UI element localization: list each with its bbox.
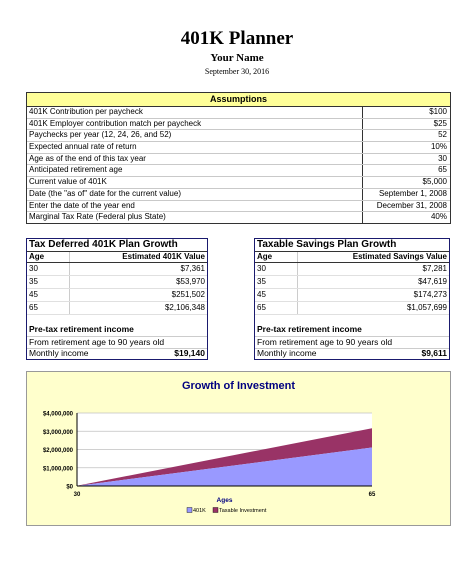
assumption-row — [27, 107, 450, 119]
age-cell: 30 — [257, 263, 298, 275]
y-tick-label: $3,000,000 — [42, 429, 73, 436]
value-column-header: Estimated Savings Value — [352, 252, 447, 261]
age-cell: 35 — [29, 276, 70, 288]
assumption-label: Expected annual rate of return — [27, 142, 363, 153]
assumption-value[interactable]: December 31, 2008 — [376, 200, 447, 210]
table-row — [27, 289, 207, 302]
monthly-income-label: Monthly income — [257, 348, 317, 358]
value-cell: $47,619 — [418, 277, 447, 286]
assumption-label: Marginal Tax Rate (Federal plus State) — [27, 212, 363, 223]
assumption-row — [27, 154, 450, 166]
x-tick-label: 65 — [368, 492, 376, 498]
table-row — [27, 276, 207, 289]
legend-label: Taxable Investment — [219, 508, 267, 514]
table-row — [255, 263, 449, 276]
assumption-label: Date (the "as of" date for the current value) — [27, 189, 363, 200]
assumption-row — [27, 189, 450, 201]
assumption-row — [27, 142, 450, 154]
age-column-header: Age — [257, 252, 298, 262]
assumption-value[interactable]: $5,000 — [422, 177, 447, 187]
value-cell: $251,502 — [171, 290, 205, 299]
page-title: 401K Planner — [180, 28, 294, 49]
tax-deferred-title: Tax Deferred 401K Plan Growth — [27, 239, 207, 252]
value-cell: $174,273 — [413, 290, 447, 299]
growth-chart[interactable] — [26, 371, 451, 526]
from-retirement-label: From retirement age to 90 years old — [27, 336, 207, 349]
assumption-row — [27, 212, 450, 223]
y-tick-label: $0 — [66, 484, 73, 491]
from-retirement-label: From retirement age to 90 years old — [255, 336, 449, 349]
assumption-value[interactable]: 10% — [430, 142, 447, 152]
assumption-value[interactable]: 40% — [430, 212, 447, 222]
value-cell: $1,057,699 — [406, 303, 447, 312]
monthly-income-value: $19,140 — [174, 348, 205, 358]
table-row — [255, 302, 449, 315]
assumption-value[interactable]: September 1, 2008 — [378, 188, 447, 198]
legend-swatch — [213, 508, 218, 513]
age-cell: 30 — [29, 263, 70, 275]
taxable-header — [255, 252, 449, 263]
assumptions-heading: Assumptions — [27, 93, 450, 107]
tax-deferred-panel — [26, 238, 208, 360]
assumption-value[interactable]: $25 — [433, 118, 447, 128]
assumption-label: 401K Contribution per paycheck — [27, 107, 363, 118]
y-tick-label: $1,000,000 — [42, 466, 73, 473]
assumption-label: 401K Employer contribution match per paycheck — [27, 119, 363, 130]
assumption-value[interactable]: 65 — [438, 165, 447, 175]
assumption-value[interactable]: $100 — [429, 107, 447, 116]
age-cell: 65 — [257, 302, 298, 314]
assumption-row — [27, 130, 450, 142]
value-cell: $7,281 — [422, 264, 447, 273]
assumption-label: Paychecks per year (12, 24, 26, and 52) — [27, 130, 363, 141]
assumption-label: Current value of 401K — [27, 177, 363, 188]
table-row — [255, 289, 449, 302]
age-cell: 35 — [257, 276, 298, 288]
taxable-title: Taxable Savings Plan Growth — [255, 239, 449, 252]
assumption-label: Anticipated retirement age — [27, 165, 363, 176]
value-cell: $7,361 — [180, 264, 205, 273]
age-cell: 45 — [29, 289, 70, 301]
monthly-income-row — [255, 348, 449, 359]
tax-deferred-header — [27, 252, 207, 263]
assumptions-table — [26, 92, 451, 224]
monthly-income-value: $9,611 — [421, 348, 447, 358]
value-cell: $53,970 — [176, 277, 205, 286]
pretax-income-label: Pre-tax retirement income — [29, 324, 134, 334]
assumption-label: Age as of the end of this tax year — [27, 154, 363, 165]
age-cell: 45 — [257, 289, 298, 301]
table-row — [27, 302, 207, 315]
age-cell: 65 — [29, 302, 70, 314]
taxable-panel — [254, 238, 450, 360]
owner-name: Your Name — [210, 52, 264, 64]
legend-swatch — [187, 508, 192, 513]
value-column-header: Estimated 401K Value — [122, 252, 205, 261]
assumption-label: Enter the date of the year end — [27, 201, 363, 212]
x-axis-label: Ages — [216, 497, 233, 504]
y-tick-label: $4,000,000 — [42, 411, 73, 418]
assumption-row — [27, 177, 450, 189]
legend-label: 401K — [193, 508, 206, 514]
assumption-row — [27, 119, 450, 131]
assumption-row — [27, 201, 450, 213]
value-cell: $2,106,348 — [164, 303, 205, 312]
table-row — [27, 263, 207, 276]
pretax-income-label: Pre-tax retirement income — [257, 324, 362, 334]
chart-title: Growth of Investment — [181, 380, 296, 392]
monthly-income-label: Monthly income — [29, 348, 89, 358]
assumption-value[interactable]: 30 — [438, 153, 447, 163]
y-tick-label: $2,000,000 — [42, 448, 73, 454]
assumption-value[interactable]: 52 — [438, 130, 447, 140]
assumption-row — [27, 165, 450, 177]
report-date: September 30, 2016 — [204, 67, 270, 76]
table-row — [255, 276, 449, 289]
age-column-header: Age — [29, 252, 70, 262]
growth-chart-plot — [27, 372, 450, 525]
x-tick-label: 30 — [73, 492, 81, 498]
monthly-income-row — [27, 348, 207, 359]
